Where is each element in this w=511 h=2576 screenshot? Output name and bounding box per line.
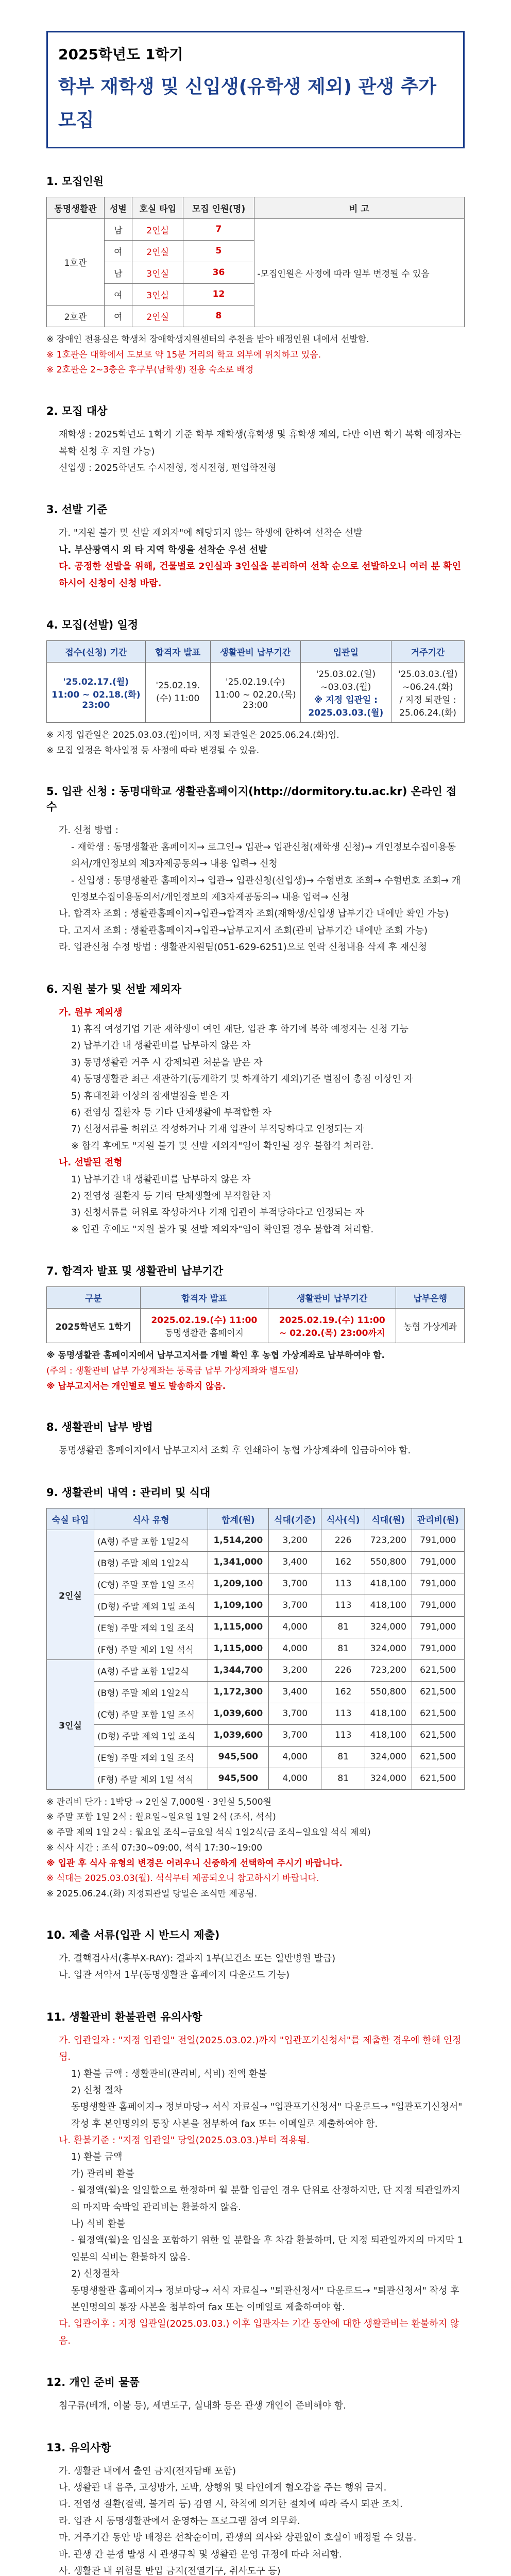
s9-note-3: ※ 주말 제외 1일 2식 : 월요일 조식~금요일 석식 1일2식(금 조식~일요일 석식 제외) — [46, 1827, 371, 1838]
cell: '25.02.19.(수) 11:00 ~ 02.20.(목) 23:00 — [210, 662, 300, 722]
cell: 1,514,200 — [208, 1530, 268, 1551]
cell: 1,115,000 — [208, 1616, 268, 1638]
cell: 113 — [321, 1573, 365, 1595]
list-item: 4) 동명생활관 최근 재관학기(동계학기 및 하계학기 제외)기준 벌점이 총점 이상인 자 — [71, 1074, 413, 1085]
cell: 621,500 — [412, 1681, 464, 1703]
cell: '25.02.17.(월) 11:00 ~ 02.18.(화) 23:00 — [47, 662, 146, 722]
cell: 723,200 — [365, 1530, 412, 1551]
cell: 1,115,000 — [208, 1638, 268, 1659]
s9-note-1: ※ 관리비 단가 : 1박당 → 2인실 7,000원 · 3인실 5,500원 — [46, 1797, 271, 1807]
cell: (A형) 주말 포함 1일2식 — [94, 1659, 208, 1681]
title-box — [46, 31, 465, 148]
s1-note-3: ※ 2호관은 2~3층은 후구부(남학생) 전용 숙소로 배정 — [46, 365, 254, 376]
cell: 162 — [321, 1681, 365, 1703]
section-7-heading: 7. 합격자 발표 및 생활관비 납부기간 — [46, 1265, 224, 1278]
cell: 3,700 — [268, 1573, 321, 1595]
cell: 621,500 — [412, 1768, 464, 1789]
cell: 여 — [104, 283, 132, 305]
table-row — [47, 1659, 465, 1681]
s12-line: 침구류(베개, 이불 등), 세면도구, 실내화 등은 관생 개인이 준비해야 함. — [59, 2400, 346, 2412]
payment-period-table — [46, 1286, 465, 1343]
table-row — [47, 1595, 465, 1616]
fee-table-body — [47, 1530, 465, 1789]
title-line-1: 2025학년도 1학기 — [58, 46, 183, 63]
cell: 621,500 — [412, 1724, 464, 1746]
s10-line-1: 가. 결핵검사서(흉부X-RAY): 결과지 1부(보건소 또는 일반병원 발급) — [59, 1953, 336, 1964]
cell: 791,000 — [412, 1595, 464, 1616]
s7-note-1: ※ 동명생활관 홈페이지에서 납부고지서를 개별 확인 후 농협 가상계좌로 납부하여야 함. — [46, 1350, 385, 1361]
list-item: ※ 합격 후에도 "지원 불가 및 선발 제외자"임이 확인될 경우 불합격 처리함. — [71, 1140, 374, 1151]
announce-where: 동명생활관 홈페이지 — [164, 1328, 244, 1339]
s9-note-7: ※ 2025.06.24.(화) 지정퇴관일 당일은 조식만 제공됨. — [46, 1889, 257, 1900]
section-2-heading: 2. 모집 대상 — [46, 405, 108, 418]
cell: 81 — [321, 1616, 365, 1638]
cell: (C형) 주말 포함 1일 조식 — [94, 1703, 208, 1724]
cell: 945,500 — [208, 1768, 268, 1789]
room-type-cell: 3인실 — [47, 1659, 94, 1789]
section-9-heading: 9. 생활관비 내역 : 관리비 및 식대 — [46, 1486, 211, 1499]
cell: 2인실 — [132, 218, 183, 240]
cell: (A형) 주말 포함 1일2식 — [94, 1530, 208, 1551]
list-item: 5) 휴대전화 이상의 잠재벌점을 받은 자 — [71, 1090, 230, 1101]
list-item: ※ 입관 후에도 "지원 불가 및 선발 제외자"임이 확인될 경우 불합격 처리함. — [71, 1224, 374, 1235]
s3-line-3: 다. 공정한 선발을 위해, 건물별로 2인실과 3인실을 분리하여 선착 순으로 선발하오니 여러 분 확인하시어 신청이 신청 바람. — [59, 561, 461, 589]
cell: 324,000 — [365, 1768, 412, 1789]
list-item: 가) 관리비 환불 — [71, 2168, 134, 2179]
list-item: 라. 입관 시 동명생활관에서 운영하는 프로그램 참여 의무화. — [59, 2515, 300, 2527]
cell: 791,000 — [412, 1551, 464, 1573]
section-11-heading: 11. 생활관비 환불관련 유의사항 — [46, 2010, 202, 2023]
fee-table — [46, 1508, 465, 1790]
pay-start: 2025.02.19.(수) 11:00 — [279, 1315, 385, 1326]
s2-line-2: 신입생 : 2025학년도 수시전형, 정시전형, 편입학전형 — [59, 463, 277, 474]
list-item: 나. 환불기준 : "지정 입관일" 당일(2025.03.03.)부터 적용됨. — [59, 2135, 310, 2146]
th-category: 구분 — [47, 1287, 141, 1309]
cell: 2인실 — [132, 240, 183, 262]
cell: 12 — [183, 283, 254, 305]
table-row — [47, 1309, 465, 1343]
cell: 418,100 — [365, 1573, 412, 1595]
schedule-table — [46, 640, 465, 723]
cell — [268, 1309, 396, 1343]
cell: 418,100 — [365, 1724, 412, 1746]
list-item: 2) 전염성 질환자 등 기타 단체생활에 부적합한 자 — [71, 1190, 271, 1201]
cell: 여 — [104, 305, 132, 327]
th-announce: 합격자 발표 — [145, 640, 210, 662]
table-row — [47, 1616, 465, 1638]
table-row — [47, 1573, 465, 1595]
list-item: 7) 신청서류를 허위로 작성하거나 기재 입관이 부적당하다고 인정되는 자 — [71, 1124, 364, 1135]
s1-note-1: ※ 장애인 전용실은 학생처 장애학생지원센터의 추천을 받아 배정인원 내에서 선발함. — [46, 334, 369, 345]
cell: (D형) 주말 제외 1일 조식 — [94, 1724, 208, 1746]
cell: 여 — [104, 240, 132, 262]
cell: 5 — [183, 240, 254, 262]
cell: 2인실 — [132, 305, 183, 327]
list-item: - 월정액(월)을 입실을 포함하기 위한 일 분할을 후 차감 환불하며, 단 지정 퇴관일까지의 마지막 1일분의 식비는 환불하지 않음. — [71, 2235, 464, 2263]
s9-note-6: ※ 식대는 2025.03.03(월). 석식부터 제공되오니 참고하시기 바랍니다. — [46, 1873, 319, 1884]
list-item: 1) 휴직 여성기업 기관 재학생이 여인 재단, 입관 후 학기에 복학 예정자는 신청 가능 — [71, 1023, 408, 1035]
list-item: 2) 신청 절차 — [71, 2084, 123, 2096]
movein-note: ※ 지정 입관일 : 2025.03.03.(월) — [308, 694, 384, 718]
cell: 1,039,600 — [208, 1724, 268, 1746]
cell: 324,000 — [365, 1616, 412, 1638]
s9-note-5: ※ 입관 후 식사 유형의 변경은 어려우니 신중하게 선택하여 주시기 바랍니다. — [46, 1858, 343, 1869]
list-item: 2) 신청절차 — [71, 2268, 120, 2280]
cell: 81 — [321, 1638, 365, 1659]
cell: 1,341,000 — [208, 1551, 268, 1573]
table-row — [47, 1724, 465, 1746]
list-item: 가. 생활관 내에서 출연 금지(전자담배 포함) — [59, 2465, 236, 2477]
cell: (C형) 주말 포함 1일 조식 — [94, 1573, 208, 1595]
s6-sub-a: 가. 원부 제외생 — [59, 1007, 123, 1018]
title-line-2: 학부 재학생 및 신입생(유학생 제외) 관생 추가 모집 — [58, 76, 437, 131]
cell: 1,172,300 — [208, 1681, 268, 1703]
th-meal-type: 식사 유형 — [94, 1508, 208, 1530]
list-item: 1) 환불 금액 : 생활관비(관리비, 식비) 전액 환불 — [71, 2068, 267, 2079]
cell: 4,000 — [268, 1746, 321, 1768]
list-item: 바. 관생 간 분쟁 발생 시 관생규칙 및 생활관 운영 규정에 따라 처리함. — [59, 2549, 342, 2560]
cell: (D형) 주말 제외 1일 조식 — [94, 1595, 208, 1616]
cell: 8 — [183, 305, 254, 327]
cell: 2025학년도 1학기 — [47, 1309, 141, 1343]
s6-sub-b: 나. 선발된 전형 — [59, 1157, 123, 1168]
table-row — [47, 1551, 465, 1573]
s5-line-3: - 신입생 : 동명생활관 홈페이지→ 입관→ 입관신청(신입생)→ 수험번호 조회→ 수험번호 조회→ 개인정보수집이용동의서/개인정보의 제3자제공동의→ 내용 입력→ 신청 — [71, 875, 461, 903]
list-item: 나) 식비 환불 — [71, 2218, 126, 2230]
cell: 324,000 — [365, 1746, 412, 1768]
cell: 7 — [183, 218, 254, 240]
cell: 3,700 — [268, 1595, 321, 1616]
cell: 621,500 — [412, 1659, 464, 1681]
cell: 3,200 — [268, 1659, 321, 1681]
cell: '25.02.19. (수) 11:00 — [145, 662, 210, 722]
th-meal-unit: 식대(기준) — [268, 1508, 321, 1530]
table-row — [47, 1703, 465, 1724]
cell: (B형) 주말 제외 1일2식 — [94, 1551, 208, 1573]
th-stay: 거주기간 — [391, 640, 465, 662]
list-item: 3) 신청서류를 허위로 작성하거나 기재 입관이 부적당하다고 인정되는 자 — [71, 1207, 364, 1218]
th-bank: 납부은행 — [396, 1287, 465, 1309]
cell: 남 — [104, 218, 132, 240]
cell: 3인실 — [132, 262, 183, 283]
list-item: 1) 환불 금액 — [71, 2151, 123, 2163]
s5-line-1: 가. 신청 방법 : — [59, 825, 118, 836]
th-building: 동명생활관 — [47, 197, 105, 218]
cell: 791,000 — [412, 1573, 464, 1595]
table-row — [47, 218, 465, 240]
cell: 723,200 — [365, 1659, 412, 1681]
table-row — [47, 1746, 465, 1768]
section-1-heading: 1. 모집인원 — [46, 175, 104, 188]
list-item: 사. 생활관 내 위험물 반입 금지(전열기구, 취사도구 등) — [59, 2565, 281, 2576]
list-item: 동명생활관 홈페이지→ 정보마당→ 서식 자료실→ "입관포기신청서" 다운로드→ "입관포기신청서" 작성 후 본인명의의 통장 사본을 첨부하여 fax 또는 이메일로 제출하여야 함. — [71, 2102, 463, 2129]
section-13-heading: 13. 유의사항 — [46, 2441, 111, 2454]
section-4-heading: 4. 모집(선발) 일정 — [46, 618, 139, 631]
th-pay: 생활관비 납부기간 — [210, 640, 300, 662]
announce-date: 2025.02.19.(수) 11:00 — [151, 1315, 258, 1326]
cell: 1,344,700 — [208, 1659, 268, 1681]
cell: 791,000 — [412, 1530, 464, 1551]
th-apply: 접수(신청) 기간 — [47, 640, 146, 662]
cell: 3,400 — [268, 1551, 321, 1573]
cell: 1호관 — [47, 218, 105, 305]
s9-note-4: ※ 식사 시간 : 조식 07:30~09:00, 석식 17:30~19:00 — [46, 1842, 263, 1853]
cell: 550,800 — [365, 1551, 412, 1573]
list-item: 3) 동명생활관 거주 시 강제퇴관 처분을 받은 자 — [71, 1057, 263, 1068]
cell: 4,000 — [268, 1616, 321, 1638]
table-row — [47, 1768, 465, 1789]
cell: 1,039,600 — [208, 1703, 268, 1724]
cell: 226 — [321, 1530, 365, 1551]
th-room: 숙실 타입 — [47, 1508, 94, 1530]
cell: 621,500 — [412, 1703, 464, 1724]
th-meal-count: 식사(식) — [321, 1508, 365, 1530]
th-announce: 합격자 발표 — [140, 1287, 268, 1309]
list-item: 마. 거주기간 동안 방 배정은 선착순이며, 관생의 의사와 상관없이 호실이 배정될 수 있음. — [59, 2532, 417, 2544]
list-item: 1) 납부기간 내 생활관비를 납부하지 않은 자 — [71, 1174, 251, 1185]
s1-note-2: ※ 1호관은 대학에서 도보로 약 15분 거리의 학교 외부에 위치하고 있음. — [46, 349, 321, 360]
cell: 945,500 — [208, 1746, 268, 1768]
cell: (E형) 주말 제외 1일 조식 — [94, 1616, 208, 1638]
s4-note-2: ※ 모집 일정은 학사일정 등 사정에 따라 변경될 수 있음. — [46, 745, 260, 756]
table-row — [47, 1530, 465, 1551]
cell: 81 — [321, 1746, 365, 1768]
cell: 1,109,100 — [208, 1595, 268, 1616]
list-item: 6) 전염성 질환자 등 기타 단체생활에 부적합한 자 — [71, 1107, 271, 1118]
stay-range: '25.03.03.(월) ~06.24.(화) — [398, 669, 458, 692]
cell: 550,800 — [365, 1681, 412, 1703]
s5-line-4: 나. 합격자 조회 : 생활관홈페이지→입관→합격자 조회(재학생/신입생 납부기간 내에만 확인 가능) — [59, 908, 449, 920]
movein-range: '25.03.02.(일) ~03.03.(월) — [316, 669, 376, 692]
cell: 81 — [321, 1768, 365, 1789]
cell: 113 — [321, 1595, 365, 1616]
cell: 113 — [321, 1703, 365, 1724]
list-item: 다. 전염성 질환(결핵, 볼거리 등) 감염 시, 학칙에 의거한 절차에 따라 즉시 퇴관 조치. — [59, 2499, 403, 2510]
cell: 621,500 — [412, 1746, 464, 1768]
cell: 324,000 — [365, 1638, 412, 1659]
th-count: 모집 인원(명) — [183, 197, 254, 218]
section-3-heading: 3. 선발 기준 — [46, 503, 108, 516]
cell: 418,100 — [365, 1595, 412, 1616]
th-gender: 성별 — [104, 197, 132, 218]
cell: (B형) 주말 제외 1일2식 — [94, 1681, 208, 1703]
th-room-type: 호실 타입 — [132, 197, 183, 218]
s2-line-1: 재학생 : 2025학년도 1학기 기준 학부 재학생(휴학생 및 휴학생 제외, 다만 이번 학기 복학 예정자는 복학 신청 후 지원 가능) — [59, 429, 462, 457]
cell: 791,000 — [412, 1616, 464, 1638]
cell: -모집인원은 사정에 따라 일부 변경될 수 있음 — [254, 218, 464, 327]
stay-note: / 지정 퇴관일 : 25.06.24.(화) — [399, 694, 456, 718]
section-6-heading: 6. 지원 불가 및 선발 제외자 — [46, 982, 182, 995]
s5-line-5: 다. 고지서 조회 : 생활관홈페이지→입관→납부고지서 조회(관비 납부기간 내에만 조회 가능) — [59, 925, 428, 936]
cell: (F형) 주말 제외 1일 석식 — [94, 1768, 208, 1789]
s7-note-2: (주의 : 생활관비 납부 가상계좌는 동록금 납부 가상계좌와 별도임) — [46, 1365, 299, 1376]
cell: 3,700 — [268, 1724, 321, 1746]
list-item: 나. 생활관 내 음주, 고성방가, 도박, 상행위 및 타인에게 혐오감을 주는 행위 금지. — [59, 2482, 387, 2493]
table-row — [47, 1638, 465, 1659]
room-type-cell: 2인실 — [47, 1530, 94, 1659]
cell: 농협 가상계좌 — [396, 1309, 465, 1343]
pay-end: ~ 02.20.(목) 23:00까지 — [279, 1328, 385, 1339]
list-item: 다. 입관이후 : 지정 입관일(2025.03.03.) 이후 입관자는 기간 동안에 대한 생활관비는 환불하지 않음. — [59, 2318, 459, 2346]
cell: 2호관 — [47, 305, 105, 327]
cell: 3인실 — [132, 283, 183, 305]
th-movein: 입관일 — [300, 640, 391, 662]
section-10-heading: 10. 제출 서류(입관 시 반드시 제출) — [46, 1928, 220, 1941]
s3-line-1: 가. "지원 불가 및 선발 제외자"에 해당되지 않는 학생에 한하여 선착순 선발 — [59, 528, 363, 539]
cell: 162 — [321, 1551, 365, 1573]
th-meal-fee: 식대(원) — [365, 1508, 412, 1530]
s8-line: 동명생활관 홈페이지에서 납부고지서 조회 후 인쇄하여 농협 가상계좌에 입금하여야 함. — [59, 1445, 411, 1456]
cell: 36 — [183, 262, 254, 283]
cell — [391, 662, 465, 722]
section-5-heading: 5. 입관 신청 : 동명대학교 생활관홈페이지(http://dormitory.tu.ac.kr) 온라인 접수 — [46, 785, 457, 814]
section-12-heading: 12. 개인 준비 물품 — [46, 2376, 140, 2389]
table-row — [47, 662, 465, 722]
s9-note-2: ※ 주말 포함 1일 2식 : 월요일~일요일 1일 2식 (조식, 석식) — [46, 1812, 276, 1823]
list-item: 동명생활관 홈페이지→ 정보마당→ 서식 자료실→ "퇴관신청서" 다운로드→ "퇴관신청서" 작성 후 본인명의의 통장 사본을 첨부하여 fax 또는 이메일로 제출하여야 함. — [71, 2285, 459, 2313]
list-item: 가. 입관일자 : "지정 입관일" 전일(2025.03.02.)까지 "입관포기신청서"를 제출한 경우에 한해 인정됨. — [59, 2035, 462, 2063]
th-total: 합계(원) — [208, 1508, 268, 1530]
cell: 113 — [321, 1724, 365, 1746]
th-pay-period: 생활관비 납부기간 — [268, 1287, 396, 1309]
quota-table — [46, 197, 465, 327]
s5-line-6: 라. 입관신청 수정 방법 : 생활관지원팀(051-629-6251)으로 연락 신청내용 삭제 후 재신청 — [59, 942, 427, 953]
cell: 3,200 — [268, 1530, 321, 1551]
cell: 3,400 — [268, 1681, 321, 1703]
cell: (E형) 주말 제외 1일 조식 — [94, 1746, 208, 1768]
th-mgmt-fee: 관리비(원) — [412, 1508, 464, 1530]
s3-line-2: 나. 부산광역시 외 타 지역 학생을 선착순 우선 선발 — [59, 544, 267, 555]
cell: 226 — [321, 1659, 365, 1681]
cell: 418,100 — [365, 1703, 412, 1724]
s4-note-1: ※ 지정 입관일은 2025.03.03.(월)이며, 지정 퇴관일은 2025.06.24.(화)임. — [46, 730, 339, 740]
cell — [300, 662, 391, 722]
th-remark: 비 고 — [254, 197, 464, 218]
cell: 791,000 — [412, 1638, 464, 1659]
list-item: - 월정액(월)을 일일할으로 한정하며 월 분할 입금인 경우 단위로 산정하지만, 단 지정 퇴관일까지의 마지막 숙박일 관리비는 환불하지 않음. — [71, 2185, 461, 2213]
cell: 남 — [104, 262, 132, 283]
section-8-heading: 8. 생활관비 납부 방법 — [46, 1421, 153, 1434]
cell: (F형) 주말 제외 1일 석식 — [94, 1638, 208, 1659]
cell: 4,000 — [268, 1638, 321, 1659]
s5-line-2: - 재학생 : 동명생활관 홈페이지→ 로그인→ 입관→ 입관신청(재학생 신청)→ 개인정보수집이용동의서/개인정보의 제3자제공동의→ 내용 입력→ 신청 — [71, 841, 456, 870]
cell: 1,209,100 — [208, 1573, 268, 1595]
list-item: 2) 납부기간 내 생활관비를 납부하지 않은 자 — [71, 1040, 251, 1052]
cell: 4,000 — [268, 1768, 321, 1789]
s7-note-3: ※ 납부고지서는 개인별로 별도 발송하지 않음. — [46, 1381, 226, 1392]
s10-line-2: 나. 입관 서약서 1부(동명생활관 홈페이지 다운로드 가능) — [59, 1970, 290, 1981]
cell: 3,700 — [268, 1703, 321, 1724]
table-row — [47, 1681, 465, 1703]
cell — [140, 1309, 268, 1343]
